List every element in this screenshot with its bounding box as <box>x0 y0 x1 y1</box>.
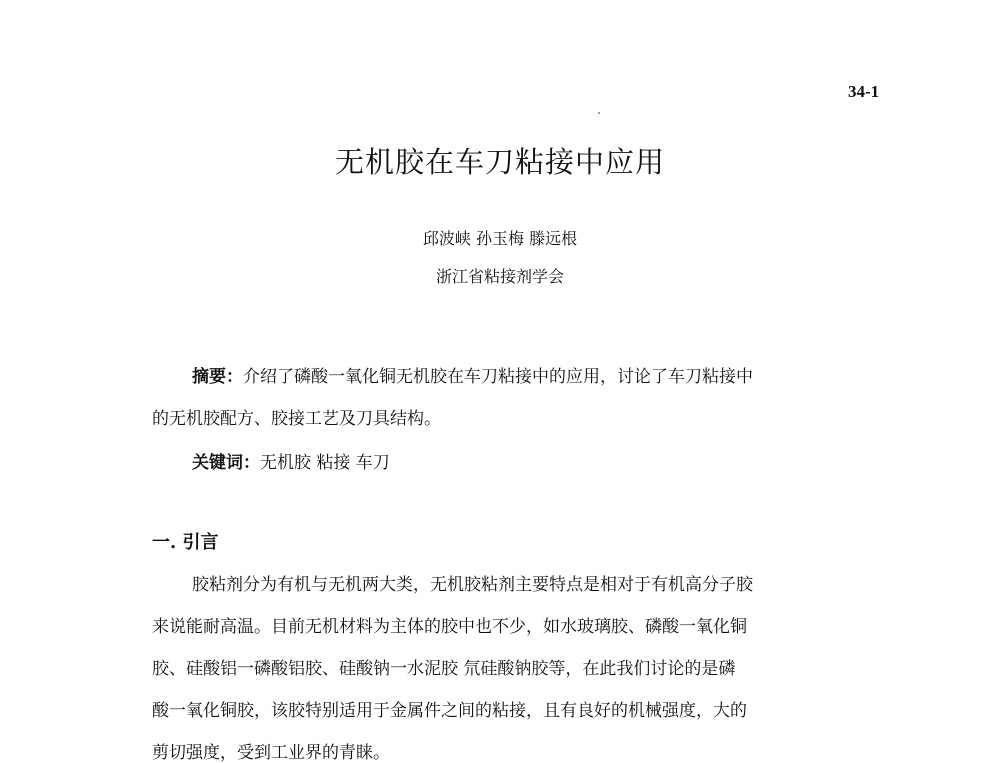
body-line-2: 来说能耐高温。目前无机材料为主体的胶中也不少，如水玻璃胶、磷酸一氧化铜 <box>152 617 747 637</box>
paper-title: 无机胶在车刀粘接中应用 <box>334 145 665 179</box>
scan-speck <box>598 112 600 114</box>
keywords-label: 关键词： <box>192 453 260 473</box>
abstract-line-2: 的无机胶配方、胶接工艺及刀具结构。 <box>152 409 441 429</box>
body-line-4: 酸一氧化铜胶，该胶特别适用于金属件之间的粘接，且有良好的机械强度，大的 <box>152 701 747 721</box>
body-line-1: 胶粘剂分为有机与无机两大类，无机胶粘剂主要特点是相对于有机高分子胶 <box>192 575 753 595</box>
abstract-label: 摘要： <box>192 367 243 387</box>
body-line-5: 剪切强度，受到工业界的青睐。 <box>152 743 390 763</box>
abstract-text-1: 介绍了磷酸一氧化铜无机胶在车刀粘接中的应用，讨论了车刀粘接中 <box>243 367 753 387</box>
keywords-text: 无机胶 粘接 车刀 <box>260 453 390 473</box>
authors: 邱波峡 孙玉梅 滕远根 <box>422 229 578 248</box>
page-number: 34-1 <box>848 82 880 101</box>
body-line-3: 胶、硅酸铝一磷酸铝胶、硅酸钠一水泥胶 氘硅酸钠胶等，在此我们讨论的是磷 <box>152 659 736 679</box>
abstract-line-1 <box>192 362 753 387</box>
section-heading-introduction: 一. 引言 <box>152 532 219 553</box>
keywords-line <box>192 448 390 473</box>
affiliation: 浙江省粘接剂学会 <box>435 267 564 286</box>
